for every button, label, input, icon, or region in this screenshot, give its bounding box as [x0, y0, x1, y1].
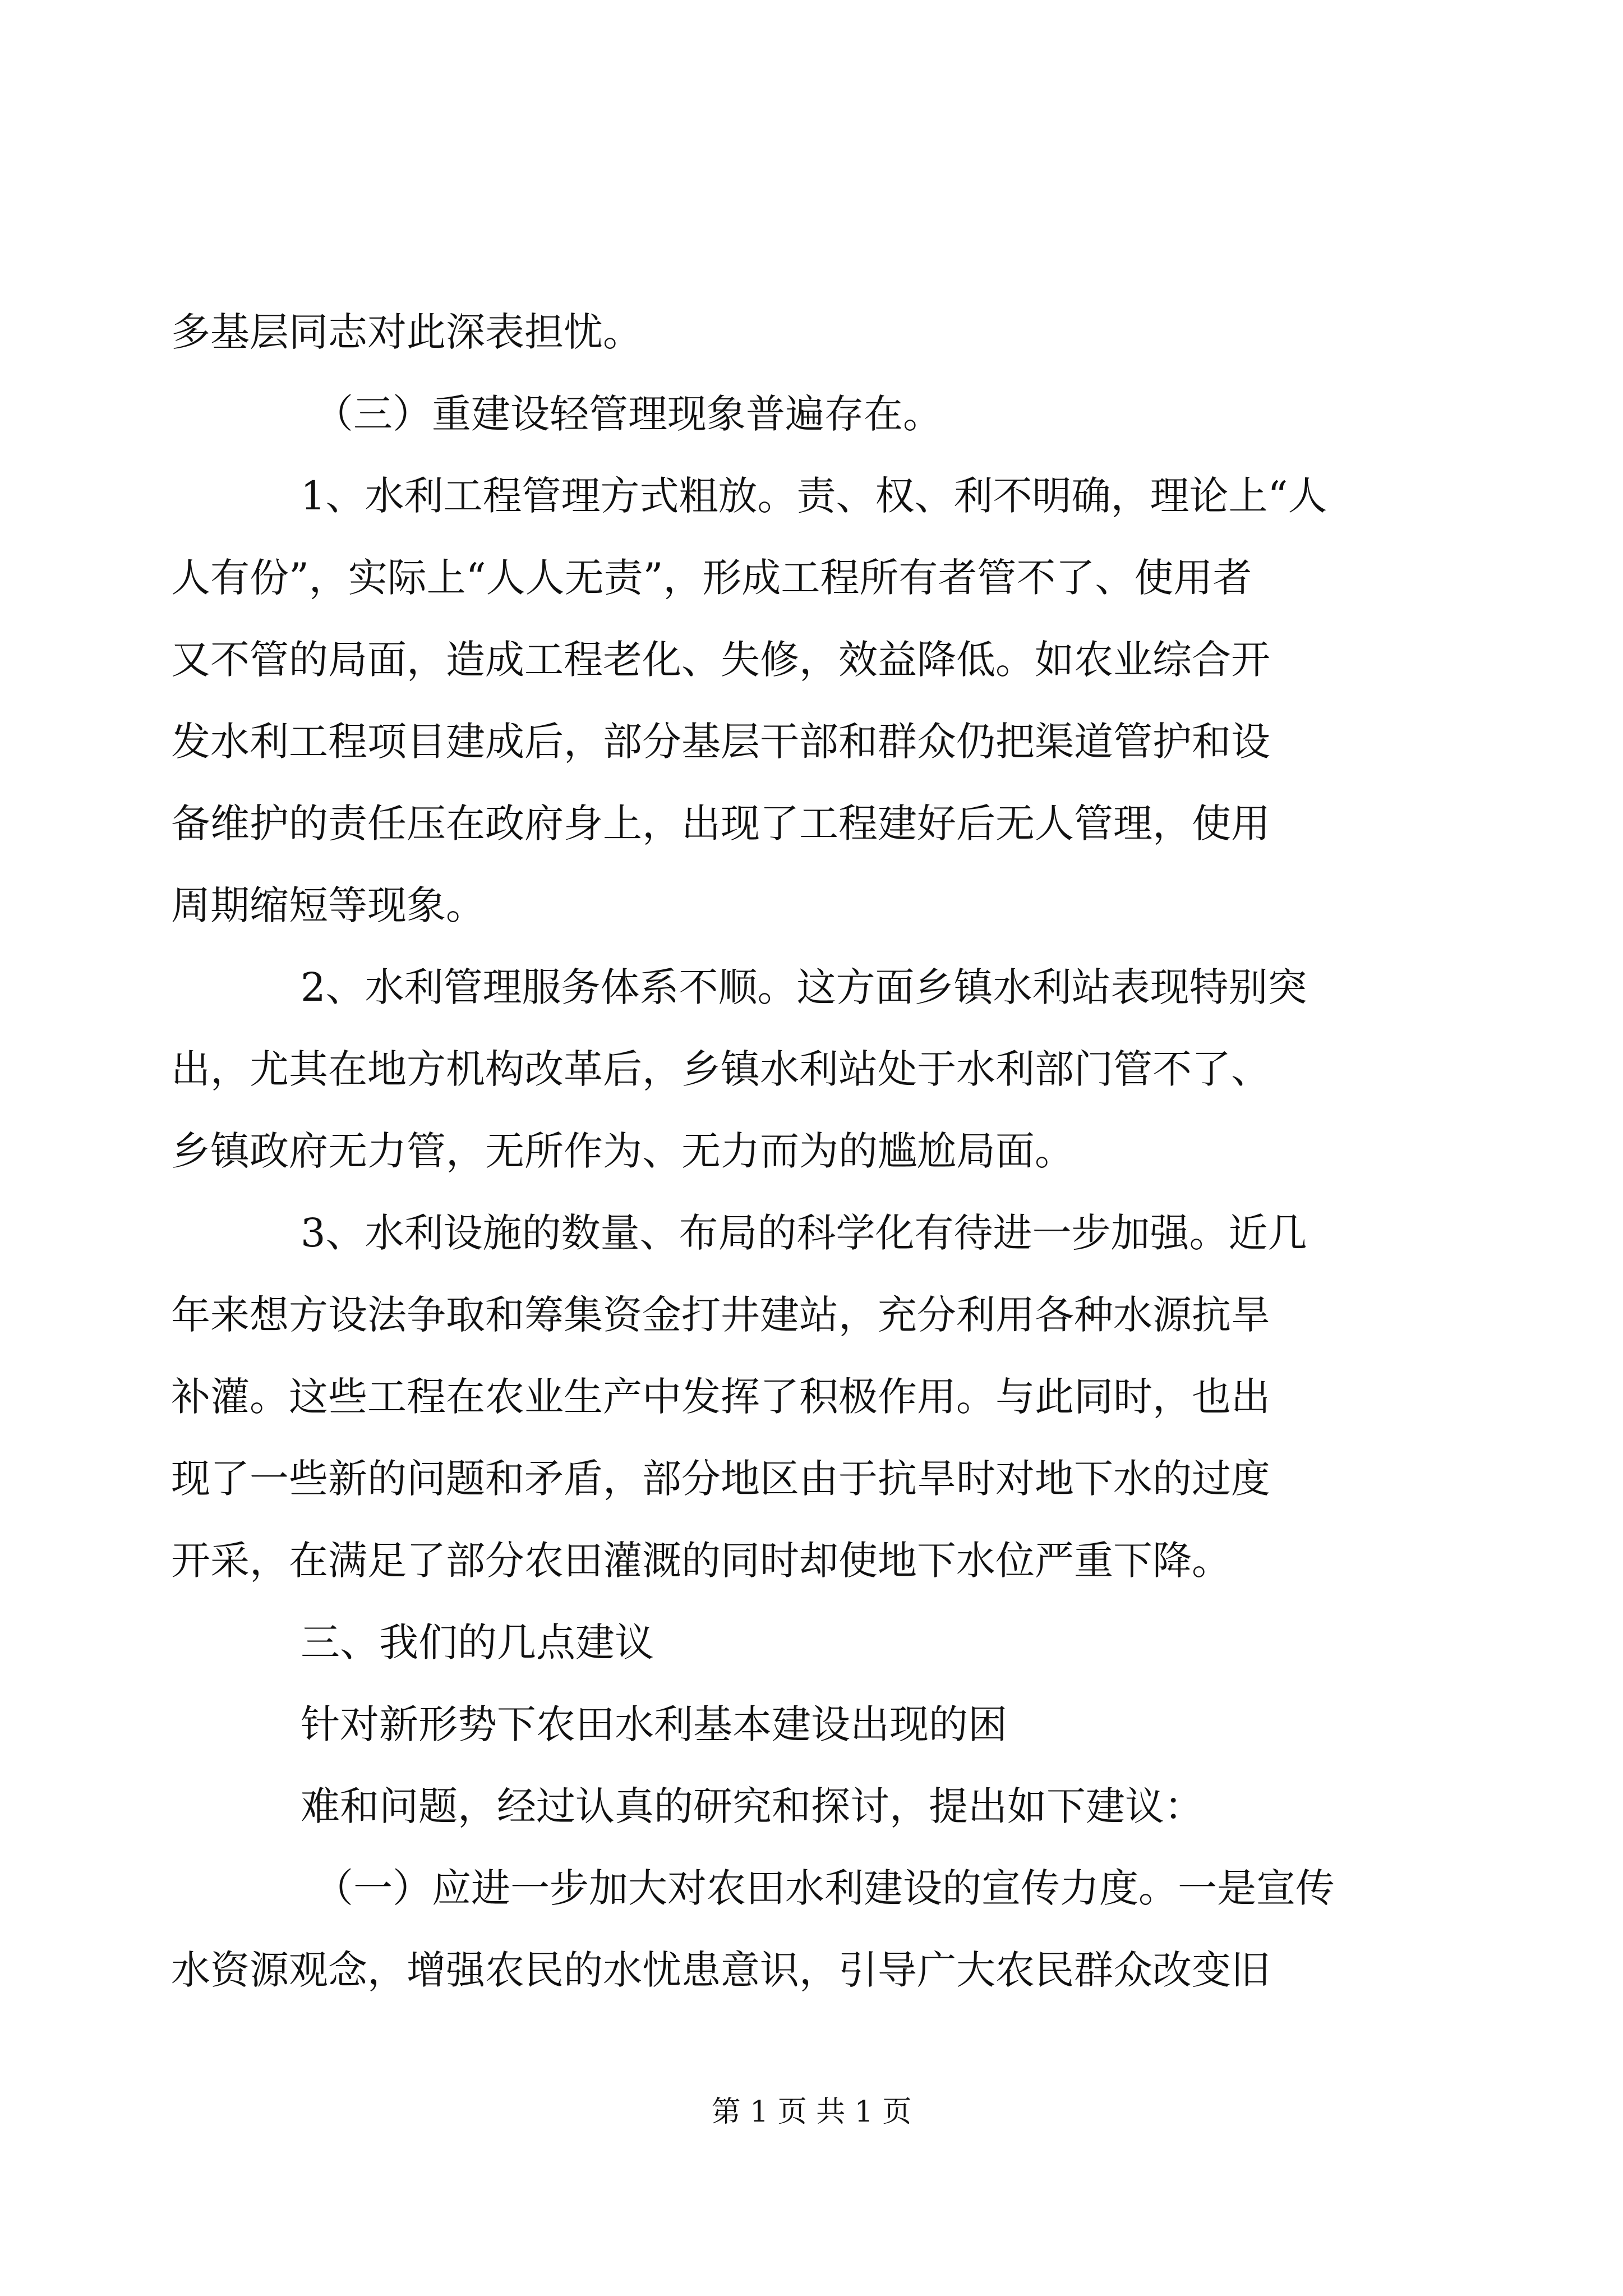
- text-line: 周期缩短等现象。: [171, 882, 485, 928]
- text-line: 补灌。这些工程在农业生产中发挥了积极作用。与此同时，也出: [171, 1374, 1270, 1420]
- section-heading: （三）重建设轻管理现象普遍存在。: [314, 391, 942, 437]
- text-line: 人有份”，实际上“人人无责”，形成工程所有者管不了、使用者: [171, 555, 1252, 601]
- text-line: 现了一些新的问题和矛盾，部分地区由于抗旱时对地下水的过度: [171, 1456, 1270, 1502]
- page-number-footer: 第 1 页 共 1 页: [711, 2095, 912, 2129]
- text-line: 发水利工程项目建成后，部分基层干部和群众仍把渠道管护和设: [171, 719, 1270, 765]
- section-heading: 三、我们的几点建议: [301, 1619, 654, 1665]
- text-line: 备维护的责任压在政府身上，出现了工程建好后无人管理，使用: [171, 800, 1270, 846]
- text-line: 乡镇政府无力管，无所作为、无力而为的尴尬局面。: [171, 1128, 1074, 1174]
- text-line: （一）应进一步加大对农田水利建设的宣传力度。一是宣传: [314, 1865, 1335, 1911]
- text-line: 开采，在满足了部分农田灌溉的同时却使地下水位严重下降。: [171, 1538, 1231, 1584]
- text-line: 多基层同志对此深表担忧。: [171, 309, 642, 355]
- text-line: 又不管的局面，造成工程老化、失修，效益降低。如农业综合开: [171, 637, 1270, 683]
- text-line: 出，尤其在地方机构改革后，乡镇水利站处于水利部门管不了、: [171, 1046, 1270, 1092]
- text-line: 年来想方设法争取和筹集资金打井建站，充分利用各种水源抗旱: [171, 1292, 1270, 1338]
- text-line: 难和问题，经过认真的研究和探讨，提出如下建议：: [301, 1783, 1204, 1829]
- text-line: 水资源观念，增强农民的水忧患意识，引导广大农民群众改变旧: [171, 1947, 1270, 1993]
- text-line: 3、水利设施的数量、布局的科学化有待进一步加强。近几: [301, 1210, 1307, 1256]
- text-line: 针对新形势下农田水利基本建设出现的困: [301, 1701, 1007, 1747]
- text-line: 1、水利工程管理方式粗放。责、权、利不明确，理论上“人: [301, 473, 1327, 519]
- text-line: 2、水利管理服务体系不顺。这方面乡镇水利站表现特别突: [301, 964, 1307, 1010]
